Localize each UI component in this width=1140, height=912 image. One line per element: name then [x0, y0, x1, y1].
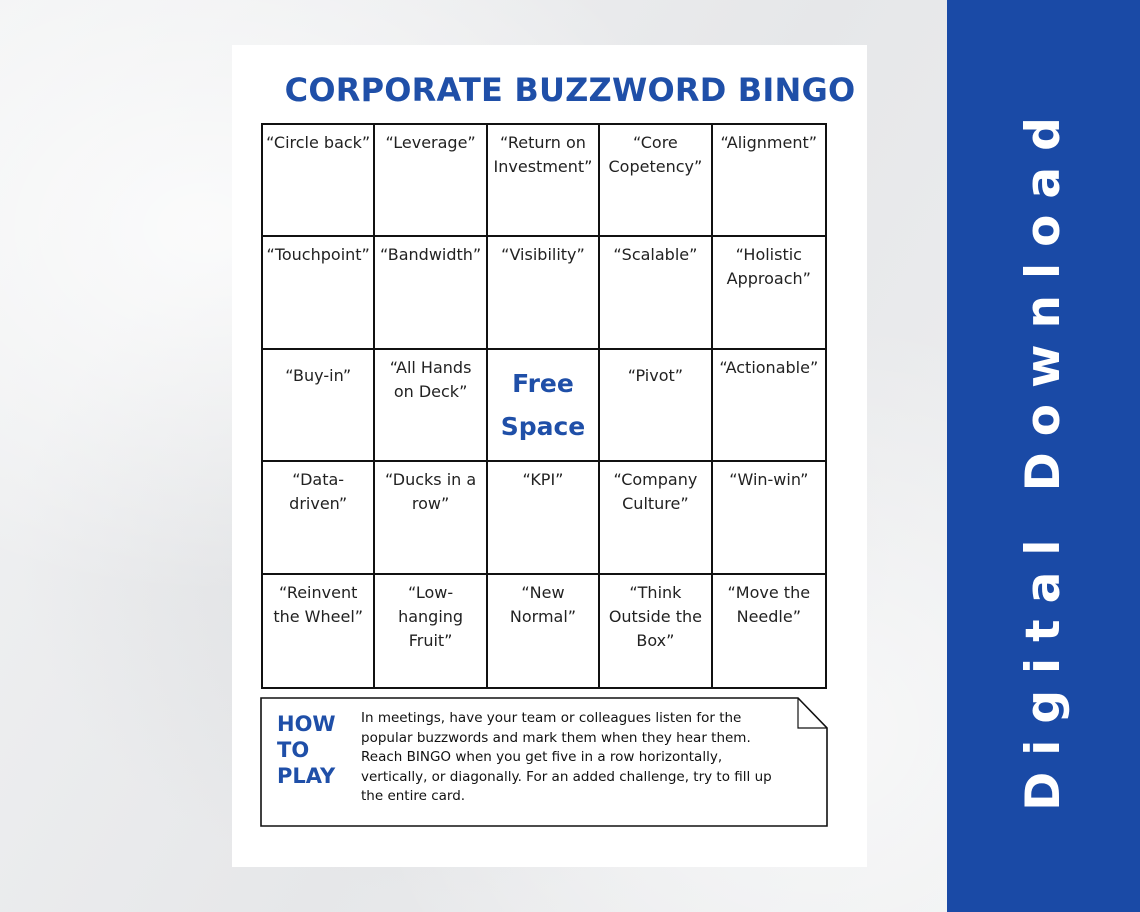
bingo-cell[interactable]: “Bandwidth” [375, 237, 487, 349]
bingo-cell[interactable]: “Leverage” [375, 125, 487, 237]
bingo-cell[interactable]: “Low-hanging Fruit” [375, 575, 487, 687]
bingo-cell[interactable]: “All Hands on Deck” [375, 350, 487, 462]
bingo-cell[interactable]: “New Normal” [488, 575, 600, 687]
bingo-cell[interactable]: “Ducks in a row” [375, 462, 487, 574]
page-title: CORPORATE BUZZWORD BINGO [284, 71, 856, 109]
bingo-cell[interactable]: “KPI” [488, 462, 600, 574]
how-to-play-box [260, 697, 828, 827]
bingo-cell[interactable]: “Return on Investment” [488, 125, 600, 237]
bingo-cell[interactable]: “Pivot” [600, 350, 712, 462]
bingo-cell[interactable]: “Move the Needle” [727, 582, 811, 626]
bingo-cell[interactable]: “Core Copetency” [600, 125, 712, 237]
bingo-cell[interactable]: “Data-driven” [263, 462, 375, 574]
free-space-cell[interactable]: Free Space [488, 350, 600, 462]
bingo-cell[interactable]: “Buy-in” [263, 350, 375, 462]
bingo-cell[interactable]: “Touchpoint” [263, 237, 375, 349]
bingo-cell[interactable]: “Actionable” [713, 350, 825, 462]
bingo-cell[interactable]: “Company Culture” [600, 462, 712, 574]
bingo-cell[interactable]: “Visibility” [488, 237, 600, 349]
side-panel [947, 0, 1140, 912]
bingo-cell[interactable]: “Scalable” [600, 237, 712, 349]
bingo-cell[interactable]: “Holistic Approach” [713, 237, 825, 349]
bingo-cell[interactable]: “Reinvent the Wheel” [263, 575, 375, 687]
bingo-cell[interactable]: “Alignment” [713, 125, 825, 237]
bingo-cell[interactable]: “Win-win” [713, 462, 825, 574]
digital-download-label: Digital Download [1015, 101, 1071, 811]
how-to-play-text: In meetings, have your team or colleagues listen for the popular buzzwords and mark them when they hear them. Reach BINGO when you get five in a row horizontally, vertically, or diagonally. For an added challenge, try to fill up the entire card. [361, 710, 772, 804]
bingo-cell[interactable]: “Circle back” [263, 125, 375, 237]
bingo-cell[interactable]: “Think Outside the Box” [600, 575, 712, 687]
bingo-grid [261, 123, 827, 689]
how-to-play-title: HOW TO PLAY [277, 712, 336, 788]
